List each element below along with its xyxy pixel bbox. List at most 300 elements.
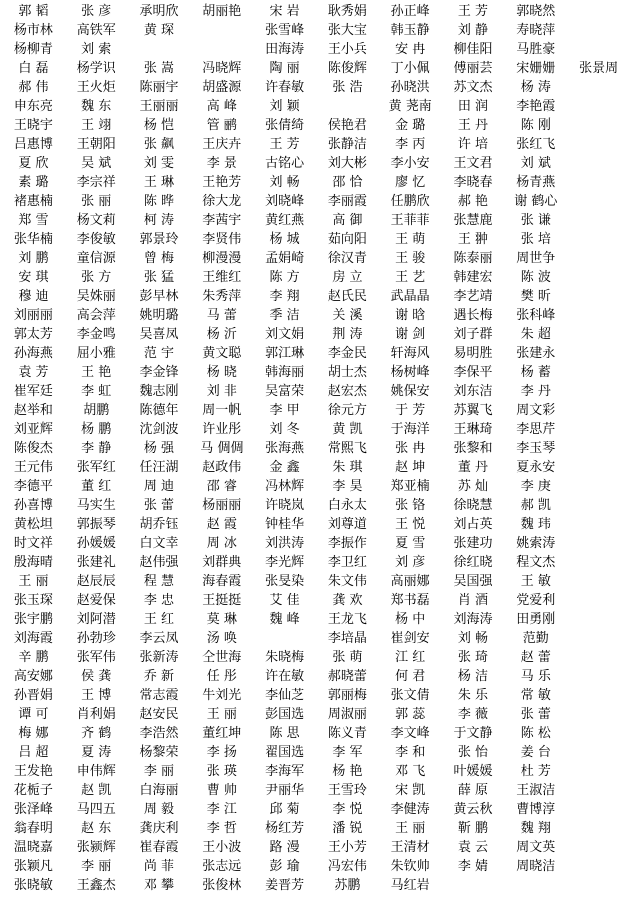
name-cell: 仝世海 [202,650,242,665]
name-cell [567,78,630,97]
name-cell: 遇长梅 [453,308,493,323]
name-cell: 温晓嘉 [13,840,53,855]
name-cell: 刘 索 [81,42,112,57]
name-cell: 杨 沂 [206,327,237,342]
name-cell: 姚明璐 [139,308,179,323]
name-cell: 王朝阳 [76,137,116,152]
name-cell: 梅 娜 [18,726,49,741]
table-row [2,40,630,59]
table-row [2,192,630,211]
name-cell: 褚惠楠 [13,194,53,209]
name-cell: 李仙芝 [265,688,305,703]
name-cell: 张 方 [81,270,112,285]
name-cell: 赵氏民 [327,289,367,304]
name-cell: 王艳芳 [202,175,242,190]
table-row [2,800,630,819]
name-cell: 高会萍 [76,308,116,323]
name-cell: 张建礼 [76,555,116,570]
name-cell: 谢 剑 [395,327,426,342]
name-cell [504,876,567,895]
name-cell: 许晓岚 [265,498,305,513]
name-cell: 翟国选 [265,745,305,760]
name-cell [567,344,630,363]
name-cell: 汤 唤 [206,631,237,646]
table-row [2,173,630,192]
name-cell: 殷海晴 [13,555,53,570]
name-cell: 张海燕 [265,441,305,456]
name-cell: 曾 梅 [143,251,175,266]
name-cell: 郭景玲 [139,232,179,247]
name-cell: 李 江 [206,802,237,817]
name-cell [567,40,630,59]
name-cell: 刘 斌 [520,156,551,171]
name-cell: 承明欣 [139,4,179,19]
name-cell: 孙正峰 [390,4,430,19]
name-cell: 白文幸 [139,536,179,551]
name-cell: 黄 荛南 [388,99,432,114]
name-cell: 傅丽芸 [453,61,493,76]
name-cell: 屈小雅 [76,346,116,361]
name-cell: 姜 台 [520,745,551,760]
name-cell: 素 璐 [18,175,49,190]
name-cell: 刘 鹏 [18,251,49,266]
names-table [2,2,630,895]
name-cell: 钟桂华 [265,517,305,532]
name-cell: 任汪湖 [139,460,179,475]
table-row [2,724,630,743]
name-cell: 孟娟崎 [265,251,305,266]
name-cell: 李贤伟 [202,232,242,247]
name-cell: 白永太 [327,498,367,513]
name-cell: 陶 丽 [269,61,300,76]
name-cell: 李光辉 [265,555,305,570]
name-cell: 张晓敏 [13,878,53,893]
name-cell [567,667,630,686]
name-cell: 苏鹏 [334,878,361,893]
name-cell: 李 薇 [457,707,489,722]
name-cell: 刘 畅 [269,175,300,190]
name-cell: 杨 晓 [206,365,237,380]
name-cell [567,610,630,629]
name-cell: 王 丹 [457,118,489,133]
name-cell: 王 翊 [81,118,112,133]
table-row [2,876,630,895]
name-cell: 邓 攀 [143,878,175,893]
name-cell: 刘晓峰 [265,194,305,209]
name-cell: 周世争 [516,251,556,266]
name-cell: 朱晓梅 [265,650,305,665]
name-cell: 茹向阳 [327,232,367,247]
name-cell [567,876,630,895]
name-cell: 杨 中 [395,612,426,627]
name-cell: 刘文娟 [265,327,305,342]
name-cell: 辛 鹏 [18,650,49,665]
name-cell: 张华楠 [13,232,53,247]
name-cell: 张 铬 [395,498,426,513]
name-cell: 张 蕾 [143,498,175,513]
name-cell: 陈 松 [520,726,551,741]
name-cell: 许 培 [457,137,489,152]
name-cell: 陈泰丽 [453,251,493,266]
name-cell: 邵 恰 [332,175,363,190]
name-cell: 王淑洁 [516,783,556,798]
table-row [2,743,630,762]
name-cell: 李德平 [13,479,53,494]
name-cell: 姚保安 [390,384,430,399]
name-cell: 王 芳 [457,4,489,19]
name-cell: 张 萌 [332,650,363,665]
name-cell [567,306,630,325]
name-cell: 夏 雪 [395,536,426,551]
name-cell: 杨 强 [143,441,175,456]
name-cell: 路 漫 [269,840,300,855]
name-cell: 杨市林 [13,23,53,38]
name-cell: 陈义青 [327,726,367,741]
name-cell: 郑书磊 [390,593,430,608]
name-cell: 轩海风 [390,346,430,361]
name-cell: 李振作 [327,536,367,551]
name-cell: 吴喜凤 [139,327,179,342]
name-cell: 田勇刚 [516,612,556,627]
name-cell: 程 慧 [143,574,175,589]
name-cell: 邵 睿 [206,479,237,494]
name-cell: 邱 菊 [269,802,300,817]
name-cell: 崔剑安 [390,631,430,646]
name-cell: 任鹏欣 [390,194,430,209]
name-cell: 张科峰 [516,308,556,323]
name-cell: 张黎和 [453,441,493,456]
name-cell: 丁小佩 [390,61,430,76]
name-cell: 杨 城 [269,232,300,247]
name-cell: 王 艳 [81,365,112,380]
table-row [2,78,630,97]
name-cell: 彭早林 [139,289,179,304]
name-cell: 孙喜博 [13,498,53,513]
name-cell: 张 猛 [143,270,175,285]
name-cell: 刘 畅 [457,631,489,646]
name-cell: 朱 超 [520,327,551,342]
table-row [2,363,630,382]
name-cell: 郝晓蕾 [327,669,367,684]
name-cell: 常志霞 [139,688,179,703]
name-cell [567,382,630,401]
name-cell: 孙晓洪 [390,80,430,95]
table-row [2,382,630,401]
name-cell: 陈俊杰 [13,441,53,456]
name-cell: 申东亮 [13,99,53,114]
name-cell: 张颖凡 [13,859,53,874]
name-cell: 李卫红 [327,555,367,570]
name-cell: 李 虹 [81,384,112,399]
name-cell: 郭丽梅 [327,688,367,703]
name-cell: 周 毅 [143,802,175,817]
table-row [2,819,630,838]
name-cell: 田 润 [457,99,489,114]
name-cell [567,572,630,591]
name-cell: 黄 琛 [143,23,175,38]
name-cell: 张大宝 [327,23,367,38]
name-cell: 彭国选 [265,707,305,722]
name-cell: 刘丽丽 [13,308,53,323]
name-cell: 柳漫漫 [202,251,242,266]
name-cell [442,876,505,895]
table-row [2,154,630,173]
name-cell: 穆 迪 [18,289,49,304]
name-cell: 刘群典 [202,555,242,570]
name-cell: 李文峰 [390,726,430,741]
name-cell [567,800,630,819]
name-cell: 赵 霞 [206,517,237,532]
name-cell: 赵举和 [13,403,53,418]
name-cell: 李 甲 [269,403,300,418]
table-row [2,686,630,705]
name-cell [567,838,630,857]
name-cell: 许春敏 [265,80,305,95]
name-cell: 王小波 [202,840,242,855]
name-cell: 杨学识 [76,61,116,76]
name-cell: 刘 非 [206,384,237,399]
name-cell [567,211,630,230]
name-cell: 张宇鹏 [13,612,53,627]
table-row [2,287,630,306]
name-cell: 郭 蕊 [395,707,426,722]
name-cell: 王 琳 [143,175,175,190]
name-cell: 薛 原 [457,783,489,798]
name-cell: 王元伟 [13,460,53,475]
name-cell: 徐汉青 [327,251,367,266]
name-cell: 肖 酒 [457,593,489,608]
name-cell: 董 红 [81,479,112,494]
name-cell: 郭 韬 [18,4,49,19]
name-cell: 周一帆 [202,403,242,418]
name-cell: 王 敏 [520,574,551,589]
name-cell: 郭晓然 [516,4,556,19]
name-cell: 张 培 [520,232,551,247]
name-cell [567,268,630,287]
name-cell: 武晶晶 [390,289,430,304]
name-cell: 孙勃珍 [76,631,116,646]
name-cell: 于 芳 [395,403,426,418]
table-row [2,116,630,135]
name-cell: 许业彤 [202,422,242,437]
name-cell: 曹 帅 [206,783,237,798]
name-cell: 李小安 [390,156,430,171]
name-cell [567,439,630,458]
name-cell: 李茜宇 [202,213,242,228]
name-cell: 王 艺 [395,270,426,285]
name-cell: 冯晓辉 [202,61,242,76]
name-cell: 时文祥 [13,536,53,551]
name-cell: 胡丽艳 [202,4,242,19]
name-cell: 刘尊道 [327,517,367,532]
name-cell: 朱秀萍 [202,289,242,304]
name-cell: 杨丽丽 [202,498,242,513]
name-cell: 周 冰 [206,536,237,551]
name-cell [567,629,630,648]
name-cell: 叶媛媛 [453,764,493,779]
name-cell: 黄松坦 [13,517,53,532]
name-cell: 樊 昕 [520,289,551,304]
name-cell: 范 宇 [143,346,175,361]
name-cell: 韩玉静 [390,23,430,38]
name-cell: 谢 鹤心 [514,194,558,209]
name-cell: 马四五 [76,802,116,817]
name-cell: 齐 鹤 [81,726,112,741]
name-cell: 徐晓慧 [453,498,493,513]
name-cell: 李健涛 [390,802,430,817]
name-cell: 刘海涛 [453,612,493,627]
name-cell: 魏志刚 [139,384,179,399]
name-cell: 王小芳 [327,840,367,855]
name-cell: 郭振琴 [76,517,116,532]
name-cell: 莫 琳 [206,612,237,627]
name-cell: 马 蕾 [206,308,237,323]
name-cell: 王 骏 [395,251,426,266]
name-cell: 陈 刚 [520,118,551,133]
name-cell: 张 蕾 [520,707,551,722]
name-cell: 王发艳 [13,764,53,779]
name-cell: 赵 东 [81,821,112,836]
name-cell: 黄红燕 [265,213,305,228]
name-cell: 刘 静 [457,23,489,38]
name-cell: 高安娜 [13,669,53,684]
name-cell: 郑亚楠 [390,479,430,494]
name-cell: 魏 玮 [520,517,551,532]
table-row [2,439,630,458]
name-cell: 党爱利 [516,593,556,608]
name-cell [567,819,630,838]
name-cell: 吴富荣 [265,384,305,399]
name-cell: 马 乐 [520,669,551,684]
name-cell: 关 溪 [332,308,363,323]
name-cell: 王 悦 [395,517,426,532]
table-row [2,458,630,477]
table-row [2,135,630,154]
name-cell [190,21,253,40]
name-cell: 李培晶 [327,631,367,646]
name-cell: 李 静 [81,441,112,456]
name-cell: 刘亚辉 [13,422,53,437]
name-cell [567,135,630,154]
name-cell [128,40,191,59]
name-cell: 刘阿潜 [76,612,116,627]
name-cell: 郝 艳 [457,194,489,209]
name-cell: 陈 方 [269,270,300,285]
name-cell: 尹丽华 [265,783,305,798]
name-cell: 崔春霞 [139,840,179,855]
table-row [2,781,630,800]
name-cell: 王挺挺 [202,593,242,608]
name-cell: 古铭心 [265,156,305,171]
name-cell [567,192,630,211]
name-cell [567,154,630,173]
name-cell: 王维红 [202,270,242,285]
name-cell: 李 忠 [143,593,175,608]
name-cell: 徐大龙 [202,194,242,209]
name-cell: 白 磊 [18,61,49,76]
name-cell: 李云凤 [139,631,179,646]
table-row [2,268,630,287]
table-row [2,667,630,686]
name-cell: 郑 雪 [18,213,49,228]
name-cell: 张 飙 [143,137,175,152]
name-cell: 张 谦 [520,213,551,228]
table-row [2,857,630,876]
name-cell: 杨 涛 [520,80,551,95]
name-cell: 冯宏伟 [327,859,367,874]
name-cell: 张雪峰 [265,23,305,38]
name-cell: 苏翼飞 [453,403,493,418]
table-row [2,648,630,667]
name-cell: 张泽峰 [13,802,53,817]
name-cell: 牛刘光 [202,688,242,703]
name-cell: 姚索涛 [516,536,556,551]
name-cell: 刘 颖 [269,99,300,114]
name-cell: 张 冉 [395,441,426,456]
name-cell [567,553,630,572]
name-cell [567,401,630,420]
name-cell: 高 御 [332,213,363,228]
table-row [2,211,630,230]
name-cell: 房 立 [332,270,363,285]
table-row [2,591,630,610]
table-row [2,553,630,572]
name-cell: 杨树峰 [390,365,430,380]
name-cell: 侯艳君 [327,118,367,133]
name-cell: 郭太芳 [13,327,53,342]
name-cell: 任 彤 [206,669,237,684]
name-cell: 李浩然 [139,726,179,741]
name-cell: 张 浩 [332,80,363,95]
name-cell: 袁 云 [457,840,489,855]
name-cell: 王菲菲 [390,213,430,228]
name-cell: 常熙飞 [327,441,367,456]
name-cell [567,325,630,344]
name-cell: 韩海丽 [265,365,305,380]
name-cell: 高 峰 [206,99,237,114]
name-cell: 周淑丽 [327,707,367,722]
name-cell: 张红飞 [516,137,556,152]
name-cell [567,287,630,306]
table-row [2,401,630,420]
name-cell: 朱文伟 [327,574,367,589]
name-cell: 李 昊 [332,479,363,494]
table-row [2,97,630,116]
name-cell [567,230,630,249]
name-cell: 张军红 [76,460,116,475]
name-cell: 安 琪 [18,270,49,285]
name-cell: 李 丽 [143,764,175,779]
name-cell: 李俊敏 [76,232,116,247]
name-cell: 李 婧 [457,859,489,874]
name-cell: 刘 冬 [269,422,300,437]
name-cell: 邓 飞 [395,764,426,779]
name-cell: 张景周 [579,61,619,76]
name-cell: 刘占英 [453,517,493,532]
name-cell [567,249,630,268]
name-cell: 申伟辉 [76,764,116,779]
name-cell: 苏文杰 [453,80,493,95]
name-cell: 张俊林 [202,878,242,893]
name-cell: 刘 雯 [143,156,175,171]
name-cell: 张文倩 [390,688,430,703]
name-cell: 张玉琛 [13,593,53,608]
table-row [2,59,630,78]
name-cell [567,496,630,515]
name-cell: 田海涛 [265,42,305,57]
name-cell: 宋 凯 [395,783,426,798]
name-cell: 王 丽 [206,707,237,722]
